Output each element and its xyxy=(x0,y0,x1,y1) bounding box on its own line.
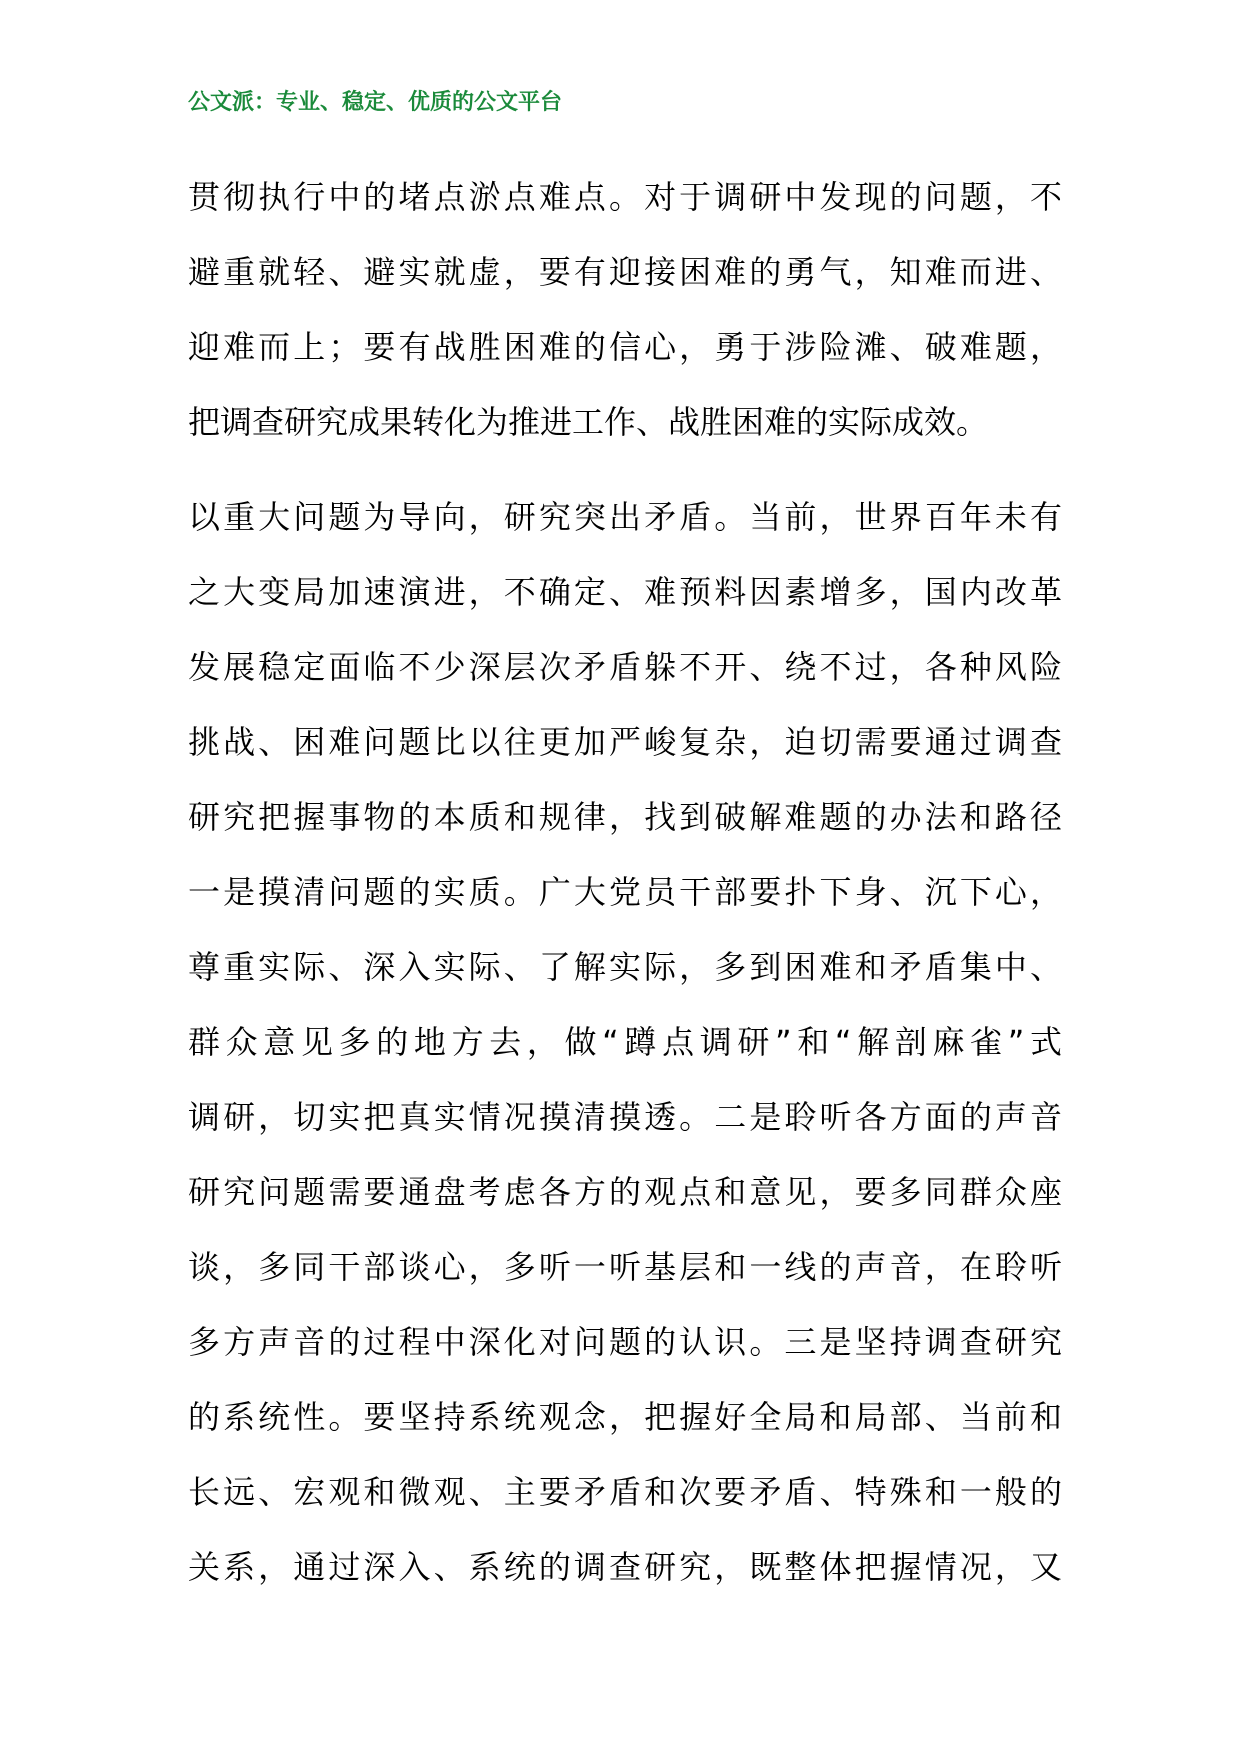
text-line: 多方声音的过程中深化对问题的认识。三是坚持调查研究 xyxy=(188,1323,1062,1361)
text-line: 以重大问题为导向，研究突出矛盾。当前，世界百年未有 xyxy=(188,498,1062,536)
text-line: 研究问题需要通盘考虑各方的观点和意见，要多同群众座 xyxy=(188,1173,1062,1211)
paragraph-1 xyxy=(188,160,1062,460)
text-line: 的系统性。要坚持系统观念，把握好全局和局部、当前和 xyxy=(188,1398,1062,1436)
text-line: 贯彻执行中的堵点淤点难点。对于调研中发现的问题，不 xyxy=(188,178,1062,216)
text-line: 发展稳定面临不少深层次矛盾躲不开、绕不过，各种风险 xyxy=(188,648,1062,686)
text-line: 谈，多同干部谈心，多听一听基层和一线的声音，在聆听 xyxy=(188,1248,1062,1286)
text-line: 迎难而上；要有战胜困难的信心，勇于涉险滩、破难题， xyxy=(188,328,1062,366)
text-line: 把调查研究成果转化为推进工作、战胜困难的实际成效。 xyxy=(188,403,989,441)
text-line: 长远、宏观和微观、主要矛盾和次要矛盾、特殊和一般的 xyxy=(188,1473,1062,1511)
text-line: 一是摸清问题的实质。广大党员干部要扑下身、沉下心， xyxy=(188,873,1062,911)
text-line: 研究把握事物的本质和规律，找到破解难题的办法和路径 xyxy=(188,798,1062,836)
text-line: 避重就轻、避实就虚，要有迎接困难的勇气，知难而进、 xyxy=(188,253,1062,291)
text-line: 之大变局加速演进，不确定、难预料因素增多，国内改革 xyxy=(188,573,1062,611)
text-line: 调研，切实把真实情况摸清摸透。二是聆听各方面的声音 xyxy=(188,1098,1062,1136)
text-line: 尊重实际、深入实际、了解实际，多到困难和矛盾集中、 xyxy=(188,948,1062,986)
text-line: 挑战、困难问题比以往更加严峻复杂，迫切需要通过调查 xyxy=(188,723,1062,761)
paragraph-2 xyxy=(188,480,1062,1605)
text-line: 群众意见多的地方去，做“蹲点调研”和“解剖麻雀”式 xyxy=(188,1023,1062,1061)
text-line: 关系，通过深入、系统的调查研究，既整体把握情况，又 xyxy=(188,1548,1062,1586)
page-header: 公文派：专业、稳定、优质的公文平台 xyxy=(188,90,563,115)
